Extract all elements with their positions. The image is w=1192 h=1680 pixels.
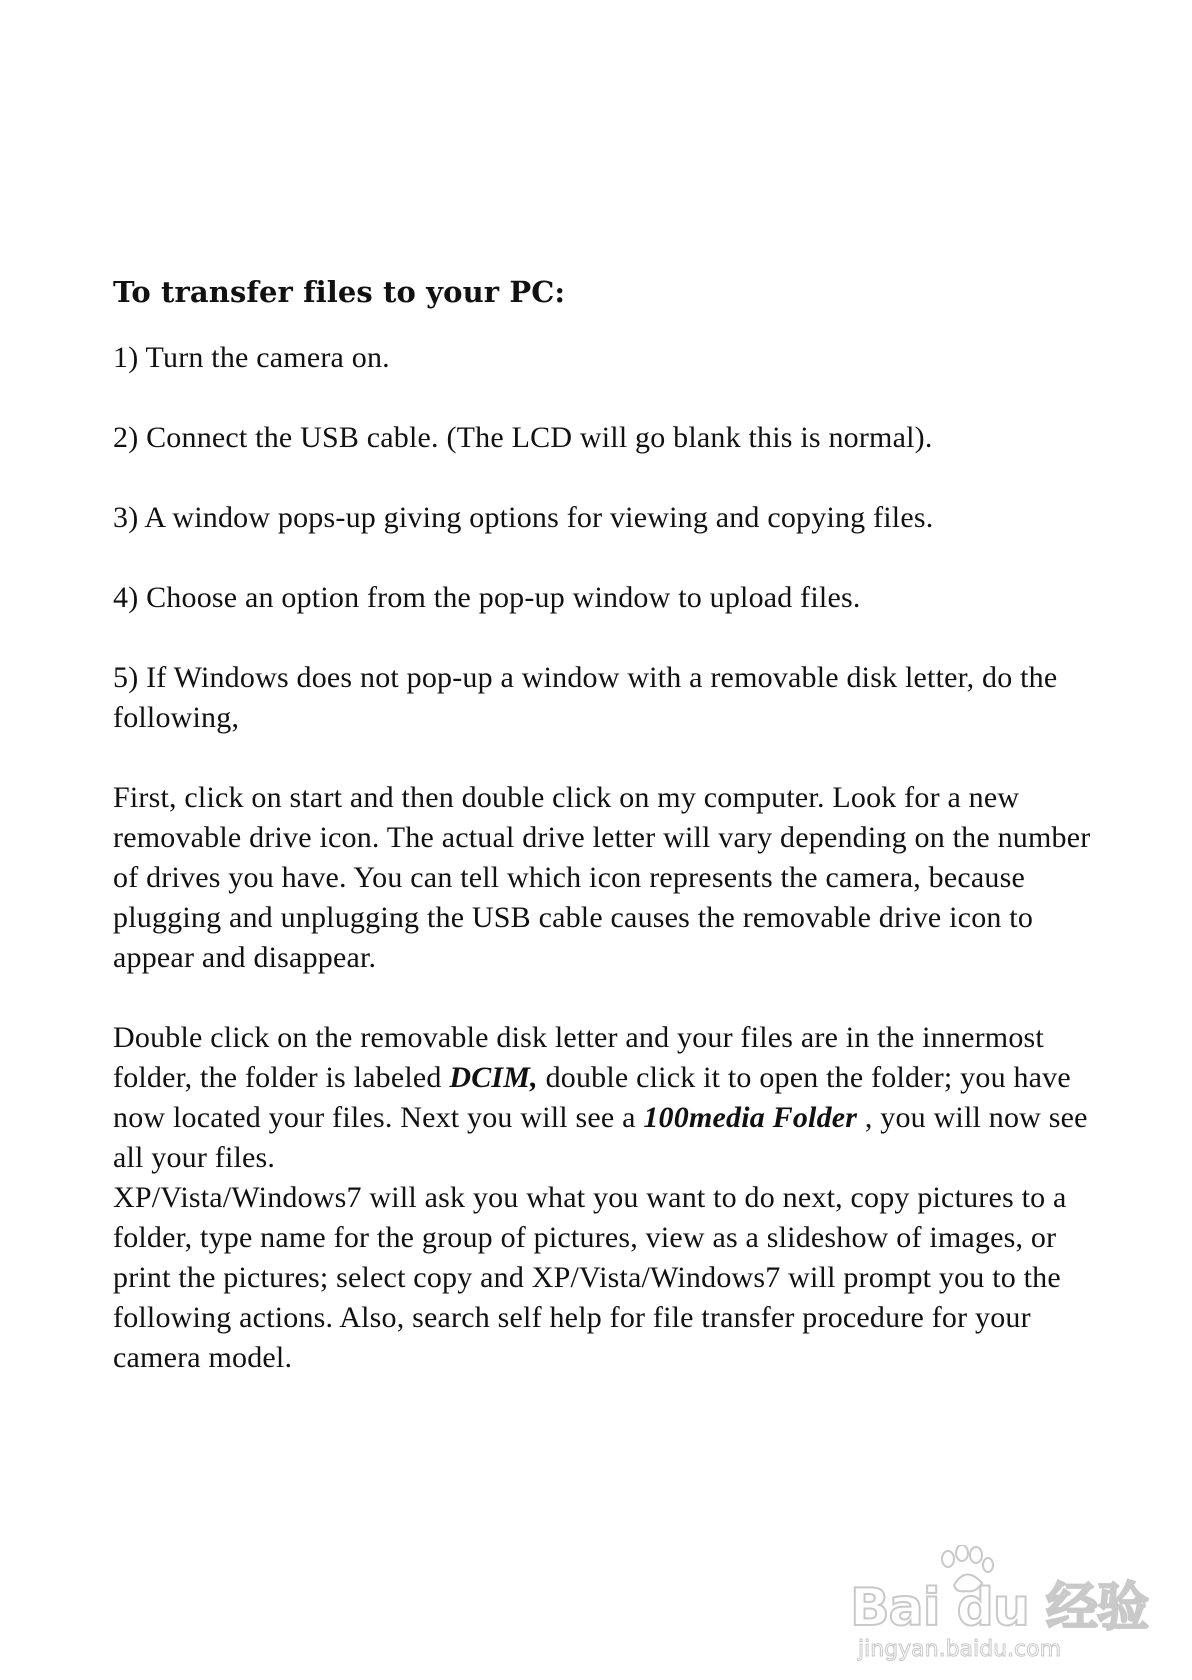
watermark-logo: Bai du 经验 [850, 1578, 1148, 1638]
media-folder-name: 100media Folder [643, 1101, 858, 1134]
step-3: 3) A window pops-up giving options for viewing and copying files. [113, 501, 934, 534]
step-5: 5) If Windows does not pop-up a window with a removable disk letter, do the following, [113, 661, 1058, 734]
baidu-watermark [850, 1545, 1150, 1665]
step-1: 1) Turn the camera on. [113, 341, 390, 374]
step-2: 2) Connect the USB cable. (The LCD will go blank this is normal). [113, 421, 933, 454]
page-heading: To transfer files to your PC: [113, 275, 566, 309]
watermark-url: jingyan.baidu.com [858, 1637, 1062, 1662]
dcim-folder-name: DCIM, [449, 1061, 538, 1094]
step-4: 4) Choose an option from the pop-up window to upload files. [113, 581, 861, 614]
document-body [113, 272, 1113, 1418]
second-paragraph-text-4: XP/Vista/Windows7 will ask you what you want to do next, copy pictures to a folder, type name for the group of pictures, view as a slideshow of images, or print the pictures; select copy and XP/Vista/Windows7 will prompt you to the following actions. Also, search self help for file transfer procedure for your camera model. [113, 1181, 1067, 1374]
second-paragraph-text-2: double click it to open the folder; you have now located your files. Next you will see a [113, 1061, 1071, 1134]
second-paragraph [113, 1018, 1113, 1378]
second-paragraph-text-1: Double click on the removable disk letter and your files are in the innermost folder, the folder is labeled [113, 1021, 1044, 1094]
first-paragraph: First, click on start and then double click on my computer. Look for a new removable drive icon. The actual drive letter will vary depending on the number of drives you have. You can tell which icon represents the camera, because plugging and unplugging the USB cable causes the removable drive icon to appear and disappear. [113, 781, 1091, 974]
second-paragraph-text-3: , you will now see all your files. [113, 1101, 1088, 1174]
